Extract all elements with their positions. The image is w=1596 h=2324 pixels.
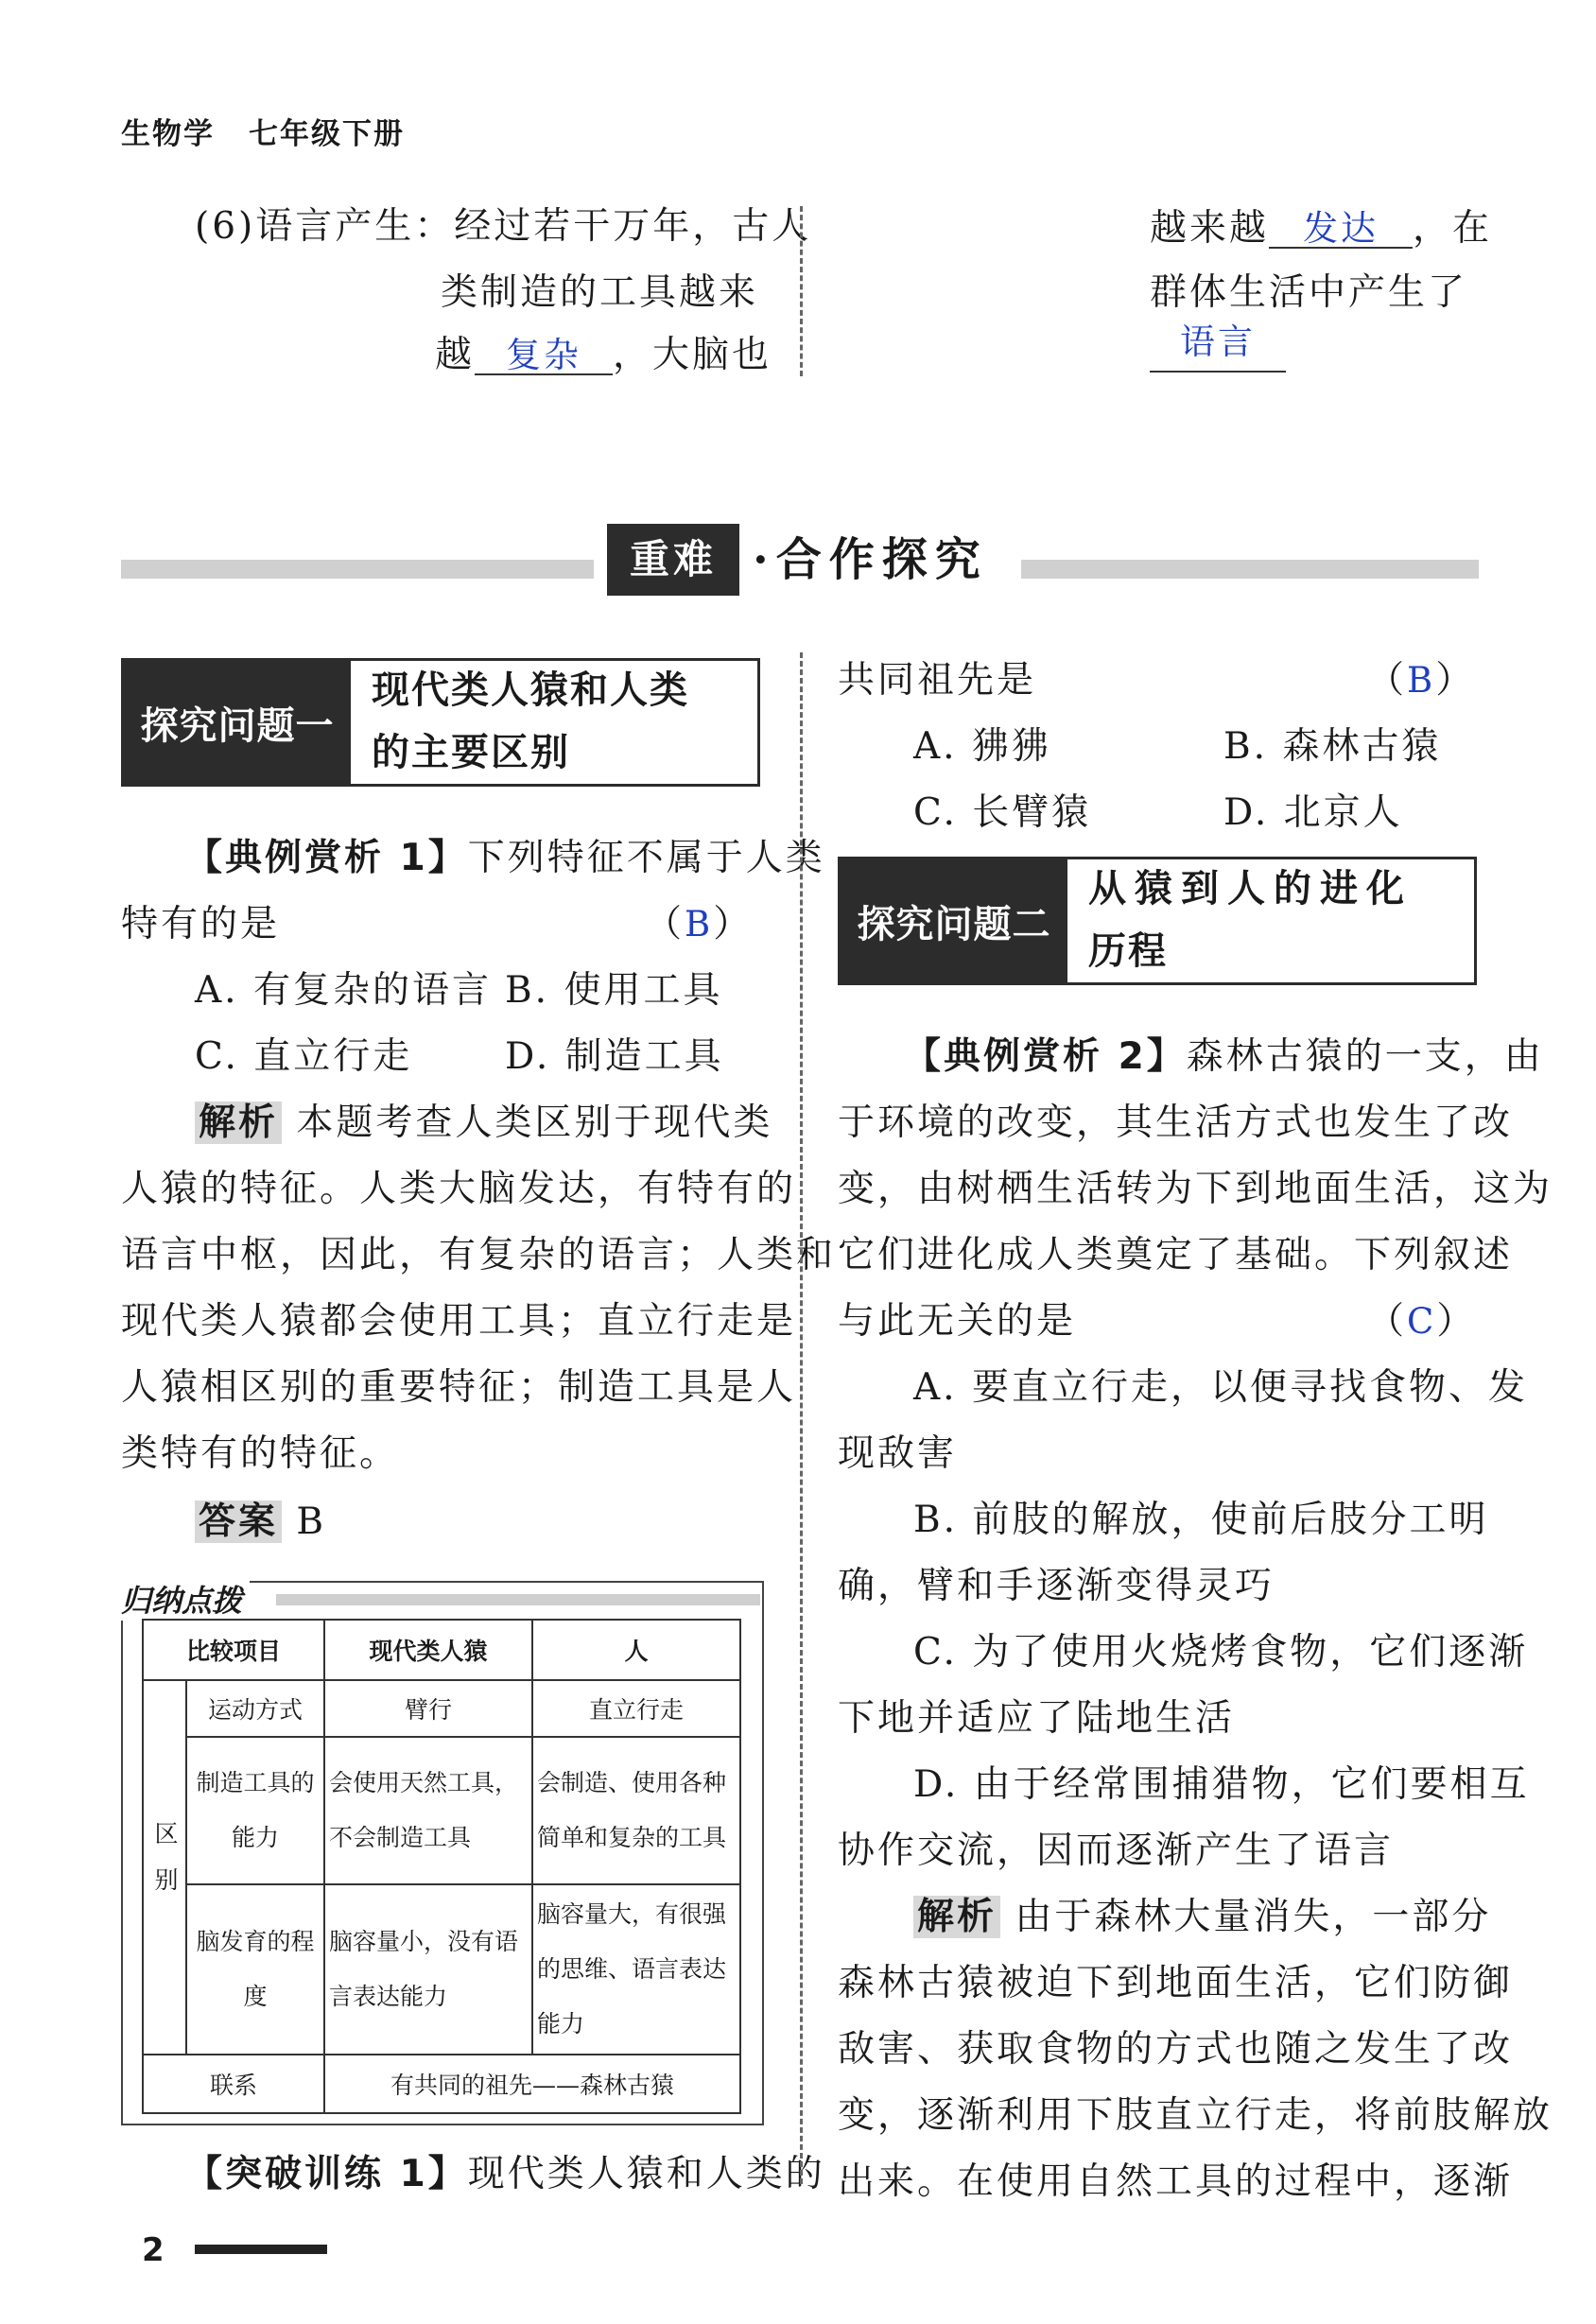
right-top-line-2: 群体生活中产生了 xyxy=(1150,271,1468,314)
right-cont-line: 共同祖先是 xyxy=(838,659,1037,702)
right-top-line-1 xyxy=(1150,207,1493,250)
example-1-stem-line2: 特有的是 xyxy=(121,903,281,945)
table-row-link xyxy=(143,2055,740,2113)
question-box-1 xyxy=(121,658,760,787)
right-answer-paren xyxy=(1367,659,1476,702)
table-header-row xyxy=(143,1620,740,1680)
section-title-light: ·合作探究 xyxy=(753,533,988,586)
example-2-stem-3: 它们进化成人类奠定了基础。下列叙述 xyxy=(838,1234,1514,1276)
training-1-option-d: D. 北京人 xyxy=(1223,791,1403,834)
row-ape: 脑容量小，没有语言表达能力 xyxy=(324,1884,532,2055)
example-2-option-d-1: D. 由于经常围捕猎物，它们要相互 xyxy=(913,1763,1530,1806)
question-box-2 xyxy=(838,857,1477,985)
example-2-analysis-line1 xyxy=(913,1896,1492,1938)
blank-2 xyxy=(1269,210,1413,249)
example-2-paren-close: ） xyxy=(1436,1300,1477,1343)
page-number: 2 xyxy=(142,2231,165,2269)
example-2-stem-0: 森林古猿的一支，由 xyxy=(1186,1035,1544,1078)
example-2-paren-open: （ xyxy=(1367,1300,1408,1343)
training-1-stem: 现代类人猿和人类的 xyxy=(467,2153,825,2195)
top-line-3 xyxy=(435,334,772,376)
row-human: 脑容量大，有很强的思维、语言表达能力 xyxy=(532,1884,740,2055)
summary-title: 归纳点拨 xyxy=(121,1577,250,1621)
analysis-1-text-0: 本题考查人类区别于现代类 xyxy=(296,1101,773,1144)
example-1-analysis-line1 xyxy=(195,1101,773,1144)
question-1-title-line1: 现代类人猿和人类 xyxy=(372,668,689,712)
analysis-1-text-2: 语言中枢，因此，有复杂的语言；人类和 xyxy=(121,1234,837,1276)
table-row xyxy=(143,1680,740,1737)
blank-3-answer: 语言 xyxy=(1180,321,1256,362)
example-1-paren-close: ） xyxy=(713,903,754,945)
running-header xyxy=(121,110,439,152)
example-2-stem-4: 与此无关的是 xyxy=(838,1300,1077,1343)
right-top-line-1-post: ，在 xyxy=(1413,207,1493,250)
answer-value-1: B xyxy=(296,1500,327,1543)
example-2-option-b-2: 确，臂和手逐渐变得灵巧 xyxy=(838,1565,1275,1607)
diff-label: 区别 xyxy=(143,1680,186,2055)
top-line-1: (6)语言产生：经过若干万年，古人 xyxy=(195,205,812,248)
answer-tag-1: 答案 xyxy=(195,1500,282,1543)
blank-1-answer: 复杂 xyxy=(506,335,582,375)
top-line-3-pre: 越 xyxy=(435,334,476,376)
top-line-2: 类制造的工具越来 xyxy=(441,271,759,314)
section-ribbon-left xyxy=(121,560,594,579)
row-item: 运动方式 xyxy=(186,1680,324,1737)
analysis-1-text-1: 人猿的特征。人类大脑发达，有特有的 xyxy=(121,1168,797,1210)
question-1-label: 探究问题一 xyxy=(124,661,351,784)
example-2-stem-2: 变，由树栖生活转为下到地面生活，这为 xyxy=(838,1168,1553,1210)
table-row xyxy=(143,1737,740,1884)
example-2-tag: 【典例赏析 2】 xyxy=(904,1035,1187,1078)
example-2-option-a-2: 现敌害 xyxy=(838,1432,958,1475)
training-1-tag: 【突破训练 1】 xyxy=(185,2153,468,2195)
example-2-answer: C xyxy=(1407,1301,1437,1342)
link-value: 有共同的祖先——森林古猿 xyxy=(324,2055,740,2113)
example-1-option-c: C. 直立行走 xyxy=(195,1035,413,1078)
row-human: 会制造、使用各种简单和复杂的工具 xyxy=(532,1737,740,1884)
blank-1 xyxy=(475,337,613,375)
example-1-option-b: B. 使用工具 xyxy=(505,969,723,1012)
training-1-option-b: B. 森林古猿 xyxy=(1223,725,1442,768)
example-2-stem-line1 xyxy=(904,1035,1544,1078)
column-divider-top xyxy=(800,206,803,376)
training-1-line xyxy=(185,2153,825,2195)
analysis-2-text-1: 森林古猿被迫下到地面生活，它们防御 xyxy=(838,1962,1514,2004)
example-1-answer-line xyxy=(195,1500,327,1543)
example-2-option-c-1: C. 为了使用火烧烤食物，它们逐渐 xyxy=(913,1631,1529,1674)
example-1-answer: B xyxy=(685,904,714,945)
example-1-stem1: 下列特征不属于人类 xyxy=(467,837,825,879)
section-ribbon-right xyxy=(1021,560,1479,579)
question-2-title-line1: 从猿到人的进化 xyxy=(1088,867,1413,911)
example-1-option-d: D. 制造工具 xyxy=(505,1035,724,1078)
analysis-1-text-3: 现代类人猿都会使用工具；直立行走是 xyxy=(121,1300,797,1343)
row-ape: 臂行 xyxy=(324,1680,532,1737)
example-2-option-d-2: 协作交流，因而逐渐产生了语言 xyxy=(838,1830,1395,1872)
page-number-bar xyxy=(195,2245,327,2254)
section-title xyxy=(607,518,993,601)
analysis-1-text-4: 人猿相区别的重要特征；制造工具是人 xyxy=(121,1366,797,1409)
table-header-human: 人 xyxy=(532,1620,740,1680)
top-line-3-post: ，大脑也 xyxy=(613,334,772,376)
table-header-ape: 现代类人猿 xyxy=(324,1620,532,1680)
example-1-stem-line1 xyxy=(185,837,825,879)
comparison-table xyxy=(142,1619,741,2114)
right-paren-open: （ xyxy=(1367,659,1408,702)
table-row xyxy=(143,1884,740,2055)
summary-bar xyxy=(276,1594,760,1605)
header-grade: 七年级下册 xyxy=(249,117,405,151)
example-2-option-b-1: B. 前肢的解放，使前后肢分工明 xyxy=(913,1499,1489,1541)
right-top-line-3 xyxy=(1150,323,1286,373)
row-human: 直立行走 xyxy=(532,1680,740,1737)
analysis-tag-1: 解析 xyxy=(195,1101,282,1144)
training-1-option-c: C. 长臂猿 xyxy=(913,791,1092,834)
blank-3 xyxy=(1150,323,1286,373)
analysis-2-text-2: 敌害、获取食物的方式也随之发生了改 xyxy=(838,2028,1514,2071)
example-1-paren-open: （ xyxy=(645,903,685,945)
training-1-answer: B xyxy=(1407,660,1436,701)
analysis-2-text-3: 变，逐渐利用下肢直立行走，将前肢解放 xyxy=(838,2094,1553,2137)
row-ape: 会使用天然工具，不会制造工具 xyxy=(324,1737,532,1884)
blank-2-answer: 发达 xyxy=(1303,208,1379,249)
analysis-tag-2: 解析 xyxy=(913,1896,1000,1938)
example-1-tag: 【典例赏析 1】 xyxy=(185,837,468,879)
right-paren-close: ） xyxy=(1435,659,1476,702)
training-1-option-a: A. 狒狒 xyxy=(913,725,1051,768)
question-1-title-line2: 的主要区别 xyxy=(372,731,570,774)
example-2-stem-1: 于环境的改变，其生活方式也发生了改 xyxy=(838,1101,1514,1144)
header-subject: 生物学 xyxy=(121,117,215,151)
column-divider xyxy=(800,652,803,2184)
analysis-1-text-5: 类特有的特征。 xyxy=(121,1432,400,1475)
table-header-item: 比较项目 xyxy=(143,1620,324,1680)
analysis-2-text-0: 由于森林大量消失，一部分 xyxy=(1015,1896,1492,1938)
question-2-title-line2: 历程 xyxy=(1088,929,1168,973)
row-item: 脑发育的程度 xyxy=(186,1884,324,2055)
link-label: 联系 xyxy=(143,2055,324,2113)
example-1-option-a: A. 有复杂的语言 xyxy=(195,969,492,1012)
question-2-label: 探究问题二 xyxy=(841,859,1067,982)
example-2-option-c-2: 下地并适应了陆地生活 xyxy=(838,1697,1236,1740)
row-item: 制造工具的能力 xyxy=(186,1737,324,1884)
section-title-dark: 重难 xyxy=(607,524,739,596)
analysis-2-text-4: 出来。在使用自然工具的过程中，逐渐 xyxy=(838,2160,1514,2203)
right-top-line-1-pre: 越来越 xyxy=(1150,207,1270,250)
example-1-answer-paren xyxy=(645,903,754,945)
example-2-answer-paren xyxy=(1367,1300,1477,1343)
example-2-option-a-1: A. 要直立行走，以便寻找食物、发 xyxy=(913,1366,1528,1409)
